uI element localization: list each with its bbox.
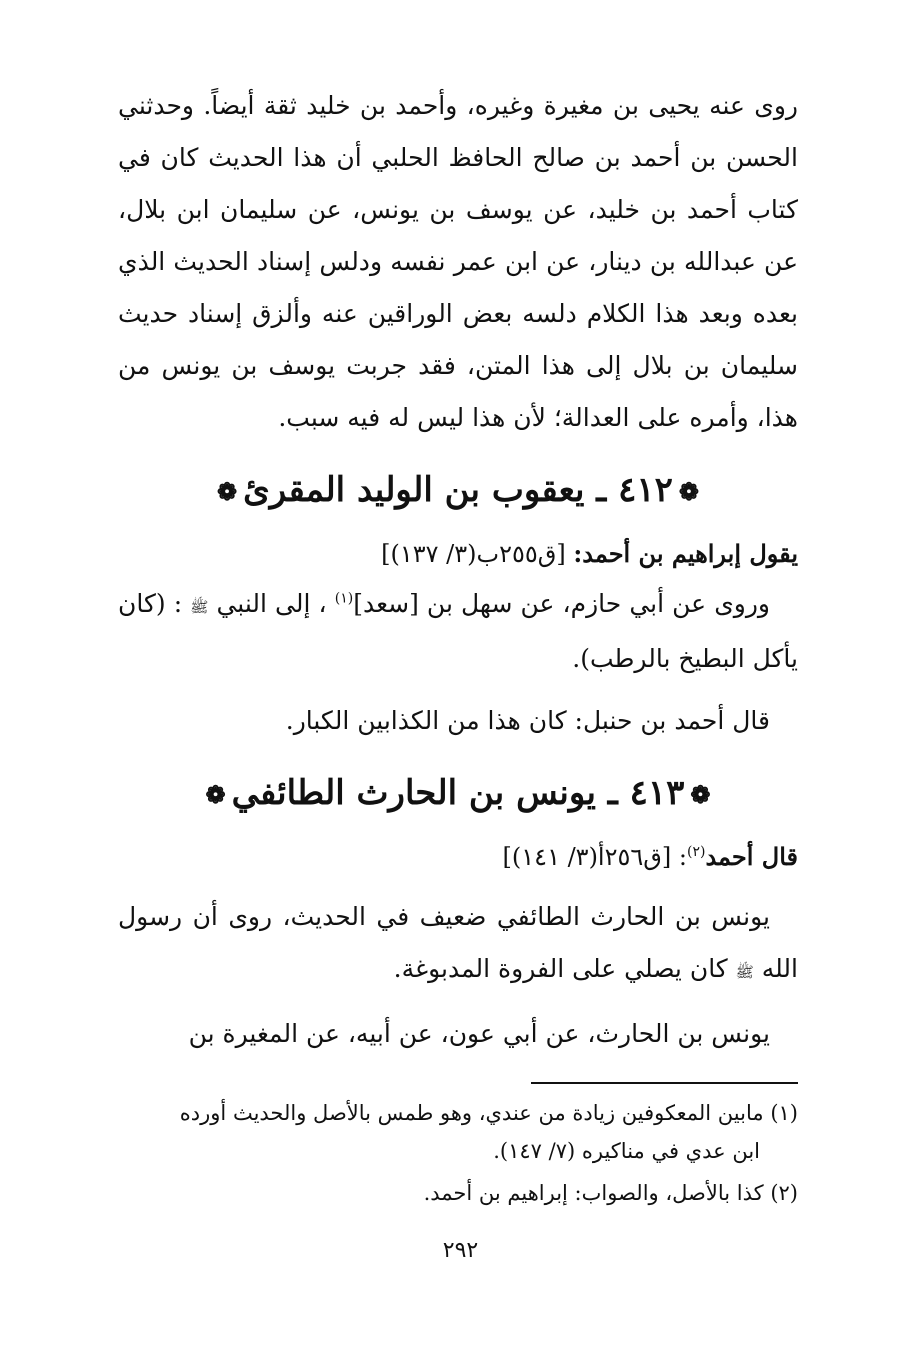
footnote-1	[118, 1094, 798, 1170]
entry-412-paragraph-1	[118, 578, 798, 685]
entry-413-text: يونس بن الحارث الطائفي ضعيف في الحديث، روى أن رسول الله	[118, 902, 798, 983]
entry-413-paragraph-2: يونس بن الحارث، عن أبي عون، عن أبيه، عن المغيرة بن	[188, 1019, 770, 1048]
entry-412-text-tail: ، إلى النبي	[216, 589, 327, 618]
entry-412-text: وروى عن أبي حازم، عن سهل بن [سعد]	[353, 589, 770, 618]
footnote-1-line-1: مابين المعكوفين زيادة من عندي، وهو طمس بالأصل والحديث أورده	[179, 1101, 764, 1125]
entry-412-title: ٤١٢ ـ يعقوب بن الوليد المقرئ	[243, 470, 673, 510]
entry-413-author: قال أحمد	[705, 842, 798, 871]
intro-paragraph: روى عنه يحيى بن مغيرة وغيره، وأحمد بن خليد ثقة أيضاً. وحدثني الحسن بن أحمد بن صالح الحافظ الحلبي أن هذا الحديث كان في كتاب أحمد بن خليد، عن يوسف بن يونس، عن سليمان ابن بلال، عن عبدالله بن دينار، عن ابن عمر نفسه ودلس إسناد الحديث الذي بعده وبعد هذا الكلام دلسه بعض الوراقين عنه وألزق إسناد حديث سليمان بن بلال إلى هذا المتن، فقد جربت يوسف بن يونس من هذا، وأمره على العدالة؛ لأن هذا ليس له فيه سبب.	[118, 91, 798, 432]
entry-412-author: يقول إبراهيم بن أحمد:	[573, 539, 798, 568]
footnote-divider	[531, 1082, 798, 1084]
ornament-icon: ❁	[216, 477, 238, 506]
footnote-1-line-2: ابن عدي في مناكيره (٧/ ١٤٧).	[493, 1139, 760, 1163]
ornament-icon: ❁	[690, 780, 711, 809]
footnote-ref-1: (١)	[334, 590, 354, 607]
entry-413-paragraph-1	[118, 891, 798, 998]
entry-413-title: ٤١٣ ـ يونس بن الحارث الطائفي	[231, 773, 685, 813]
entry-413-text-tail: كان يصلي على الفروة المدبوغة.	[393, 954, 728, 983]
entry-413-heading	[118, 761, 798, 827]
entry-412-author-line	[118, 530, 798, 578]
ornament-icon: ❁	[205, 780, 226, 809]
salla-glyph: ﷺ	[735, 963, 754, 981]
ornament-icon: ❁	[678, 477, 699, 506]
entry-413-author-line	[118, 833, 798, 881]
footnote-ref-2: (٢)	[686, 844, 706, 860]
page-body	[118, 80, 798, 1212]
footnote-2-number: (٢)	[770, 1181, 798, 1205]
footnote-2	[118, 1174, 798, 1212]
entry-412-heading	[118, 458, 798, 524]
footnote-1-number: (١)	[770, 1101, 798, 1125]
entry-413-ref: : [ق٢٥٦أ(٣/ ١٤١)]	[502, 843, 687, 871]
entry-412-ref: [ق٢٥٥ب(٣/ ١٣٧)]	[381, 540, 566, 568]
entry-412-quote: : (كان يأكل البطيخ بالرطب).	[118, 589, 798, 673]
page-number: ٢٩٢	[442, 1238, 479, 1263]
salla-glyph: ﷺ	[190, 598, 209, 616]
footnote-2-text: كذا بالأصل، والصواب: إبراهيم بن أحمد.	[423, 1181, 764, 1205]
entry-412-paragraph-2: قال أحمد بن حنبل: كان هذا من الكذابين الكبار.	[285, 706, 770, 735]
